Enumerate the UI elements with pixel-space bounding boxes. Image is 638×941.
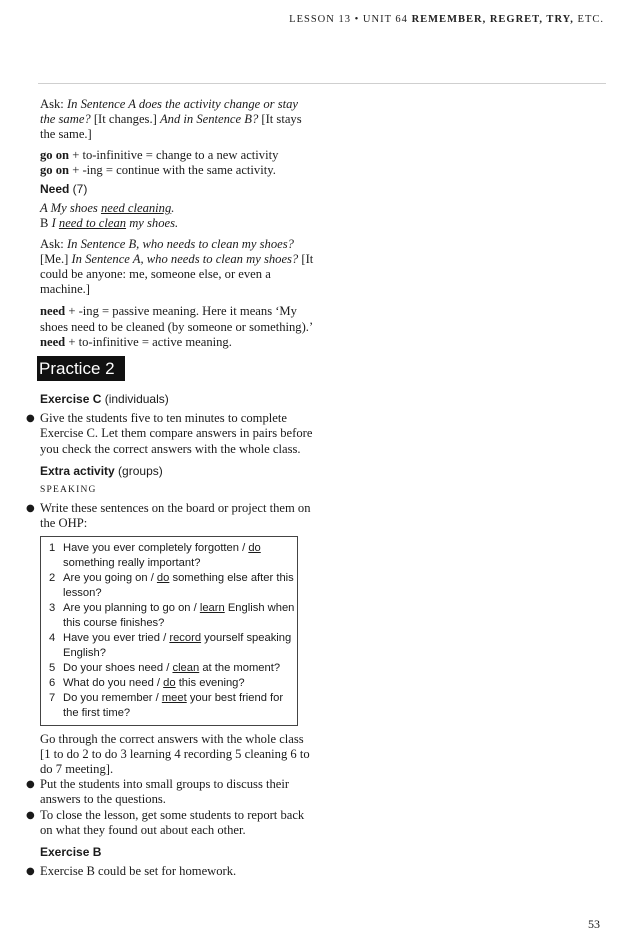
- need-heading-number: (7): [69, 182, 88, 197]
- header-etc: ETC.: [577, 14, 604, 25]
- list-item: [26, 807, 316, 838]
- bullet-text: Write these sentences on the board or project them on the OHP:: [40, 501, 311, 531]
- sentence-a-end: .: [171, 201, 175, 216]
- ask-label: Ask:: [40, 236, 67, 251]
- answers-paragraph: Go through the correct answers with the whole class [1 to do 2 to do 3 learning 4 recording 5 cleaning 6 to do 7 meeting].: [40, 731, 310, 777]
- ask-paragraph-1: [40, 97, 316, 143]
- sentence-a-text: A My shoes: [40, 201, 101, 216]
- box-sentence: [49, 571, 297, 601]
- rule-keyword: go on: [40, 147, 70, 162]
- sentence-verb: record: [169, 631, 202, 644]
- sentence-text: something else after this lesson?: [63, 571, 294, 599]
- sentence-verb: learn: [199, 601, 225, 614]
- sentence-text: this evening?: [175, 676, 245, 689]
- sentence-verb: meet: [161, 691, 187, 704]
- ask-paragraph-2: [40, 237, 316, 298]
- ask-answer: [It could be anyone: me, someone else, or even a machine.]: [40, 251, 314, 297]
- bullet-icon: ●: [26, 503, 35, 515]
- list-item: [26, 864, 316, 879]
- sentence-b: [40, 216, 316, 231]
- list-item: [26, 411, 316, 457]
- main-column: [26, 97, 316, 880]
- sentence-number: 3: [49, 601, 56, 614]
- header-lesson: LESSON 13: [289, 14, 351, 25]
- need-heading: [40, 182, 316, 197]
- rule-text: + -ing = continue with the same activity.: [69, 162, 276, 177]
- sentence-text: Do your shoes need /: [63, 661, 173, 674]
- extra-activity-heading: [40, 464, 316, 479]
- sentence-number: 4: [49, 631, 56, 644]
- ask-question: In Sentence A, who needs to clean my shoes?: [71, 251, 299, 266]
- sentence-text: Do you remember /: [63, 691, 162, 704]
- sentence-text: Have you ever tried /: [63, 631, 170, 644]
- ask-question: In Sentence A does the activity change or stay the same?: [40, 97, 299, 127]
- sentence-verb: clean: [172, 661, 200, 674]
- need-rule-2: [40, 335, 316, 350]
- ask-question: And in Sentence B?: [159, 112, 259, 127]
- bullet-text: Exercise B could be set for homework.: [40, 864, 237, 879]
- sentence-a: [40, 201, 316, 216]
- sentences-box: [40, 536, 298, 726]
- speaking-label: SPEAKING: [40, 485, 97, 496]
- need-heading-label: Need: [40, 182, 70, 197]
- rule-text: + -ing = passive meaning. Here it means ‘My shoes need to be cleaned (by someone or something).’: [40, 304, 314, 334]
- exercise-c-mode: (individuals): [101, 392, 169, 407]
- sentence-text: yourself speaking English?: [63, 631, 292, 659]
- bullet-text: Put the students into small groups to discuss their answers to the questions.: [40, 777, 290, 807]
- extra-activity-label: Extra activity: [40, 463, 115, 478]
- rule-keyword: go on: [40, 162, 70, 177]
- bullet-icon: ●: [26, 413, 35, 425]
- need-rule-1: [40, 304, 316, 334]
- sentence-verb: do: [163, 676, 176, 689]
- box-sentence: [49, 676, 297, 691]
- running-header: [0, 14, 604, 25]
- sentence-number: 5: [49, 661, 56, 674]
- box-sentence: [49, 541, 297, 571]
- sentence-b-letter: B: [40, 216, 52, 231]
- sentence-b-end: my shoes.: [126, 216, 179, 231]
- ask-answer: [Me.]: [40, 251, 72, 266]
- header-rule: [38, 83, 606, 84]
- go-on-rule-2: [40, 163, 316, 178]
- sentence-a-underlined: need cleaning: [100, 201, 172, 216]
- sentence-verb: do: [156, 571, 170, 584]
- bullet-icon: ●: [26, 866, 35, 878]
- box-sentence: [49, 691, 297, 721]
- sentence-text: something really important?: [63, 556, 201, 569]
- bullet-text: To close the lesson, get some students to report back on what they found out about each other.: [40, 807, 305, 837]
- sentence-text: English when this course finishes?: [63, 601, 295, 629]
- sentence-text: your best friend for the first time?: [63, 691, 284, 719]
- rule-keyword: need: [40, 334, 66, 349]
- list-item: [26, 777, 316, 807]
- ask-answer: [It stays the same.]: [40, 112, 302, 142]
- rule-keyword: need: [40, 304, 66, 319]
- header-sep-1: •: [354, 14, 360, 25]
- exercise-b-heading: Exercise B: [40, 845, 102, 860]
- header-unit: UNIT 64: [362, 14, 408, 25]
- bullet-icon: ●: [26, 809, 35, 821]
- go-on-rule-1: [40, 148, 316, 163]
- header-title: REMEMBER, REGRET, TRY,: [411, 14, 574, 25]
- sentence-b-underlined: need to clean: [58, 216, 127, 231]
- bullet-icon: ●: [26, 779, 35, 791]
- sentence-number: 7: [49, 691, 56, 704]
- sentence-text: Have you ever completely forgotten /: [63, 541, 249, 554]
- sentence-text: Are you going on /: [63, 571, 157, 584]
- exercise-c-label: Exercise C: [40, 392, 102, 407]
- sentence-text: Are you planning to go on /: [63, 601, 200, 614]
- box-sentence: [49, 661, 297, 676]
- ask-answer: [It changes.]: [90, 112, 160, 127]
- sentence-text: at the moment?: [199, 661, 281, 674]
- rule-text: + to-infinitive = change to a new activity: [69, 147, 279, 162]
- sentence-number: 2: [49, 571, 56, 584]
- rule-text: + to-infinitive = active meaning.: [65, 334, 232, 349]
- sentence-number: 1: [49, 541, 56, 554]
- sentence-number: 6: [49, 676, 56, 689]
- box-sentence: [49, 631, 297, 661]
- list-item: [26, 501, 316, 531]
- ask-label: Ask:: [40, 97, 67, 111]
- box-sentence: [49, 601, 297, 631]
- practice-section-bar: Practice 2: [37, 356, 125, 381]
- exercise-c-heading: [40, 392, 316, 407]
- sentence-verb: do: [248, 541, 261, 554]
- extra-activity-mode: (groups): [114, 463, 163, 478]
- sentence-text: What do you need /: [63, 676, 164, 689]
- page-number: 53: [588, 917, 600, 931]
- sentence-b-text: I: [51, 216, 59, 231]
- bullet-text: Give the students five to ten minutes to complete Exercise C. Let them compare answers in pairs before you check the correct answers with the whole class.: [40, 411, 313, 456]
- ask-question: In Sentence B, who needs to clean my shoes?: [66, 236, 294, 251]
